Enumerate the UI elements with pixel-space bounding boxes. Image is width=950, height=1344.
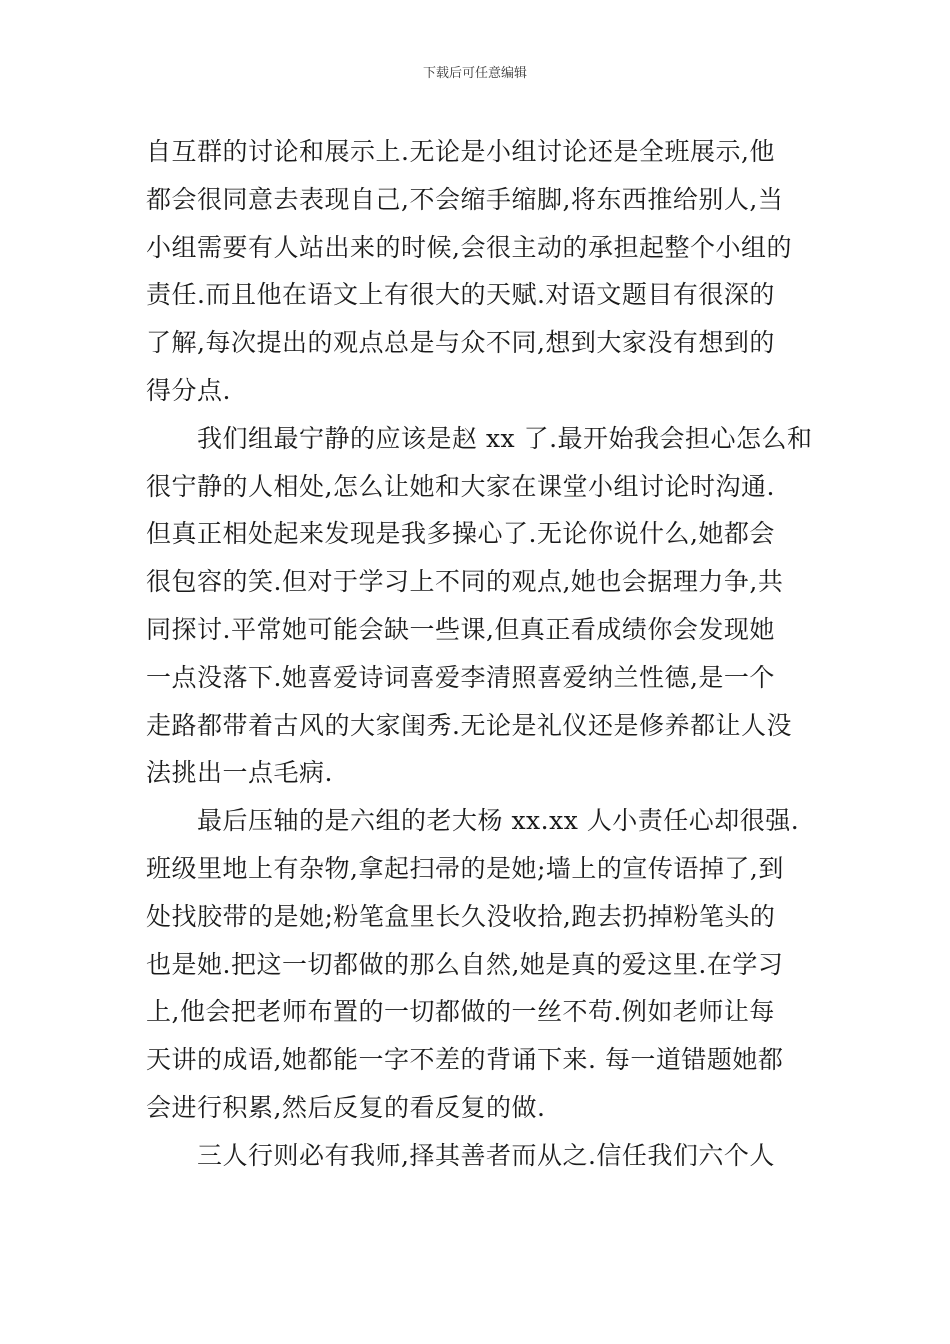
text-line: 也是她.把这一切都做的那么自然,她是真的爱这里.在学习	[146, 949, 784, 979]
text-line: 走路都带着古风的大家闺秀.无论是礼仪还是修养都让人没	[146, 710, 792, 740]
text-line: 处找胶带的是她;粉笔盒里长久没收拾,跑去扔掉粉笔头的	[146, 901, 776, 931]
paragraph-3	[146, 797, 811, 1132]
text-line: 法挑出一点毛病.	[146, 758, 333, 788]
paragraph-4	[146, 1132, 811, 1180]
text-line: 责任.而且他在语文上有很大的天赋.对语文题目有很深的	[146, 280, 775, 310]
text-line: 班级里地上有杂物,拿起扫帚的是她;墙上的宣传语掉了,到	[146, 853, 784, 883]
text-line: 会进行积累,然后反复的看反复的做.	[146, 1092, 546, 1122]
page-header: 下载后可任意编辑	[422, 66, 527, 81]
text-line: 自互群的讨论和展示上.无论是小组讨论还是全班展示,他	[146, 137, 775, 166]
text-line: 我们组最宁静的应该是赵 xx 了.最开始我会担心怎么和	[197, 423, 813, 453]
text-line: 小组需要有人站出来的时候,会很主动的承担起整个小组的	[146, 232, 792, 262]
text-line: 天讲的成语,她都能一字不差的背诵下来. 每一道错题她都	[146, 1045, 784, 1075]
text-line: 了解,每次提出的观点总是与众不同,想到大家没有想到的	[146, 328, 775, 358]
text-line: 很宁静的人相处,怎么让她和大家在课堂小组讨论时沟通.	[146, 471, 775, 501]
document-body	[146, 128, 811, 1180]
text-line: 但真正相处起来发现是我多操心了.无论你说什么,她都会	[146, 519, 775, 549]
text-line: 一点没落下.她喜爱诗词喜爱李清照喜爱纳兰性德,是一个	[146, 662, 775, 692]
text-line: 上,他会把老师布置的一切都做的一丝不苟.例如老师让每	[146, 997, 775, 1027]
text-line: 很包容的笑.但对于学习上不同的观点,她也会据理力争,共	[146, 567, 784, 597]
text-line: 都会很同意去表现自己,不会缩手缩脚,将东西推给别人,当	[146, 184, 784, 214]
text-line: 同探讨.平常她可能会缺一些课,但真正看成绩你会发现她	[146, 614, 775, 644]
paragraph-2	[146, 415, 811, 797]
paragraph-1	[146, 128, 811, 415]
text-line: 三人行则必有我师,择其善者而从之.信任我们六个人	[197, 1140, 775, 1170]
text-line: 最后压轴的是六组的老大杨 xx.xx 人小责任心却很强.	[197, 806, 800, 836]
text-line: 得分点.	[146, 375, 231, 405]
